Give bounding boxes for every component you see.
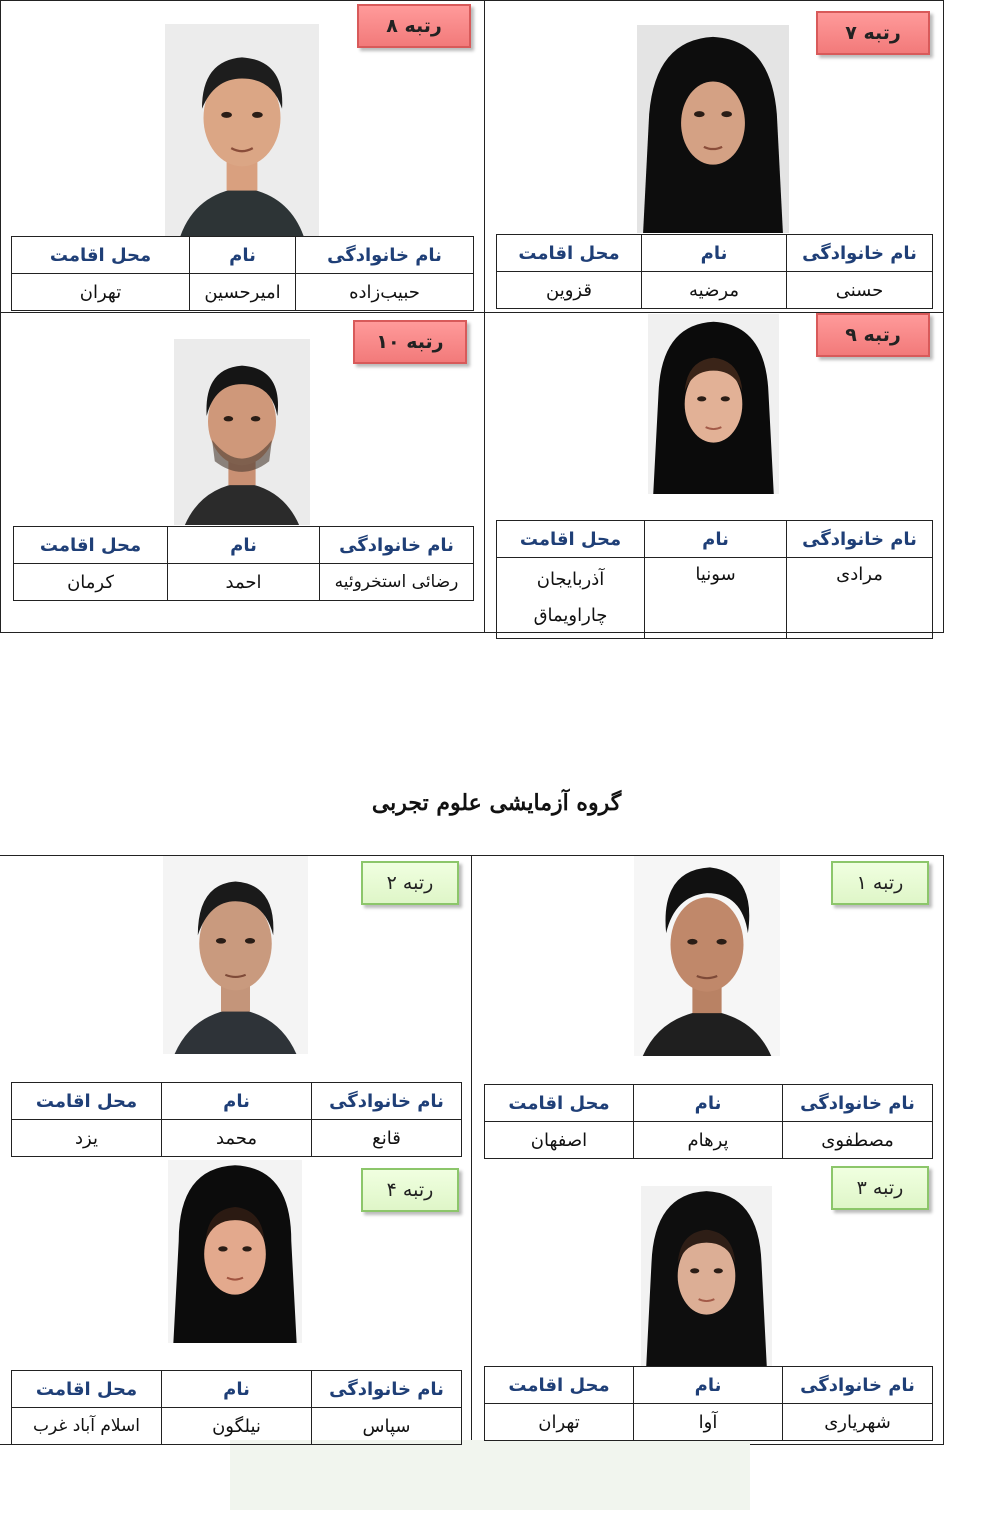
header-family: نام خانوادگی [787, 235, 933, 272]
student-photo [637, 25, 789, 233]
residence-value: تهران [12, 274, 190, 311]
header-residence: محل اقامت [12, 237, 190, 274]
student-info-table [13, 526, 474, 601]
header-family: نام خانوادگی [312, 1371, 462, 1408]
student-photo [641, 1186, 772, 1366]
header-family: نام خانوادگی [783, 1085, 933, 1122]
header-residence: محل اقامت [497, 521, 645, 558]
top-frame-top [0, 0, 944, 1]
residence-value: اصفهان [485, 1122, 634, 1159]
name-value: امیرحسین [190, 274, 296, 311]
header-name: نام [645, 521, 787, 558]
residence-value: آذربایجان چاراویماق [497, 558, 645, 639]
student-info-table [484, 1366, 933, 1441]
rank-badge: رتبه ۹ [816, 313, 930, 357]
residence-value: یزد [12, 1120, 162, 1157]
student-photo [634, 856, 780, 1056]
bottom-frame-right [943, 855, 944, 1445]
name-value: مرضیه [642, 272, 787, 309]
student-photo [163, 856, 308, 1054]
student-info-table [11, 236, 474, 311]
student-photo [648, 314, 779, 494]
header-name: نام [162, 1371, 312, 1408]
header-residence: محل اقامت [14, 527, 168, 564]
student-photo [174, 339, 310, 525]
student-info-table [484, 1084, 933, 1159]
header-name: نام [190, 237, 296, 274]
header-residence: محل اقامت [485, 1085, 634, 1122]
rank-badge: رتبه ۳ [831, 1166, 929, 1210]
header-residence: محل اقامت [497, 235, 642, 272]
student-photo [168, 1160, 302, 1343]
name-value: آوا [634, 1404, 783, 1441]
rank-badge: رتبه ۸ [357, 4, 471, 48]
header-name: نام [634, 1085, 783, 1122]
rank-badge: رتبه ۴ [361, 1168, 459, 1212]
family-value: رضائی استخروئیه [320, 564, 474, 601]
header-residence: محل اقامت [12, 1083, 162, 1120]
name-value: سونیا [645, 558, 787, 639]
rank-badge: رتبه ۱ [831, 861, 929, 905]
header-name: نام [634, 1367, 783, 1404]
residence-value: تهران [485, 1404, 634, 1441]
student-info-table [11, 1370, 462, 1445]
family-value: مرادی [787, 558, 933, 639]
rank-badge: رتبه ۱۰ [353, 320, 467, 364]
top-frame-right [943, 0, 944, 633]
name-value: احمد [168, 564, 320, 601]
name-value: محمد [162, 1120, 312, 1157]
header-family: نام خانوادگی [296, 237, 474, 274]
residence-value: کرمان [14, 564, 168, 601]
header-family: نام خانوادگی [783, 1367, 933, 1404]
top-frame-middle [484, 0, 485, 633]
family-value: شهریاری [783, 1404, 933, 1441]
top-frame-left [0, 0, 1, 633]
header-family: نام خانوادگی [312, 1083, 462, 1120]
header-name: نام [162, 1083, 312, 1120]
bottom-frame-top [0, 855, 944, 856]
family-value: حبیب‌زاده [296, 274, 474, 311]
student-info-table [496, 520, 933, 639]
rank-badge: رتبه ۷ [816, 11, 930, 55]
family-value: قانع [312, 1120, 462, 1157]
bottom-frame-middle [471, 855, 472, 1445]
watermark [230, 1440, 750, 1510]
header-name: نام [642, 235, 787, 272]
family-value: حسنی [787, 272, 933, 309]
group-title: گروه آزمایشی علوم تجربی [371, 790, 622, 816]
family-value: سپاس [312, 1408, 462, 1445]
top-frame-row-divider [0, 312, 944, 313]
student-info-table [496, 234, 933, 309]
header-family: نام خانوادگی [320, 527, 474, 564]
name-value: پرهام [634, 1122, 783, 1159]
student-photo [165, 24, 319, 236]
name-value: نیلگون [162, 1408, 312, 1445]
residence-value: قزوین [497, 272, 642, 309]
rank-badge: رتبه ۲ [361, 861, 459, 905]
family-value: مصطفوی [783, 1122, 933, 1159]
student-info-table [11, 1082, 462, 1157]
header-family: نام خانوادگی [787, 521, 933, 558]
header-name: نام [168, 527, 320, 564]
header-residence: محل اقامت [485, 1367, 634, 1404]
header-residence: محل اقامت [12, 1371, 162, 1408]
residence-value: اسلام آباد غرب [12, 1408, 162, 1445]
